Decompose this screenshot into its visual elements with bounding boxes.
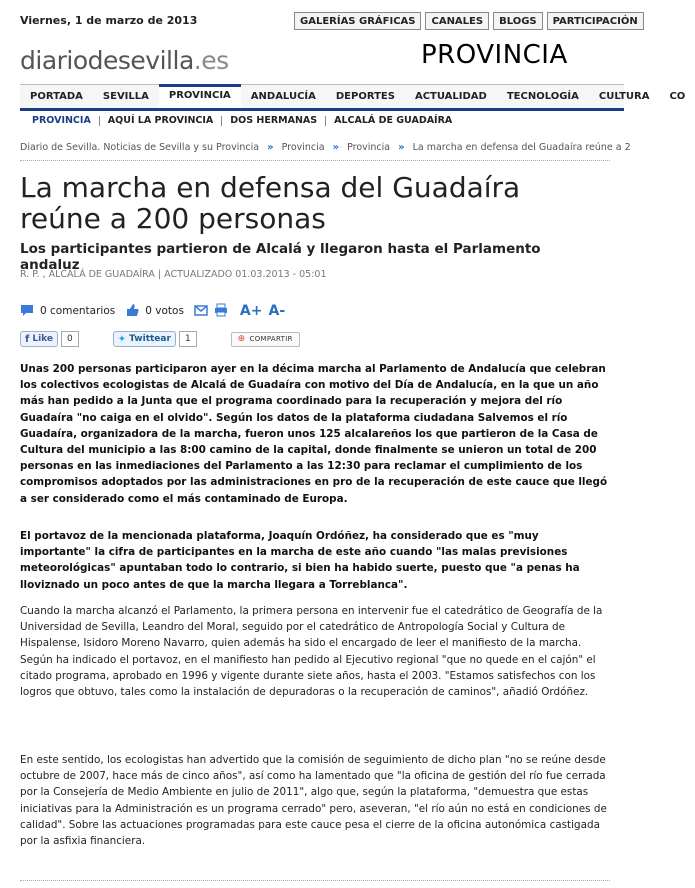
nav-tecnologia[interactable]: TECNOLOGÍA [506, 91, 579, 102]
nav-portada[interactable]: PORTADA [30, 91, 83, 102]
top-link-galerias[interactable]: GALERÍAS GRÁFICAS [294, 12, 421, 30]
breadcrumb-provincia-1[interactable]: Provincia [281, 141, 325, 153]
facebook-like-button[interactable] [20, 331, 58, 347]
tweet-label: Twittear [129, 334, 171, 344]
divider [20, 160, 610, 161]
top-links [294, 12, 648, 30]
nav-sevilla[interactable]: SEVILLA [102, 91, 149, 102]
article-subtitle: Los participantes partieron de Alcalá y llegaron hasta el Parlamento andaluz [20, 241, 541, 273]
article-tools [20, 301, 285, 321]
thumbs-up-icon[interactable] [125, 303, 145, 320]
article-body-paragraph-1: Cuando la marcha alcanzó el Parlamento, la primera persona en intervenir fue el catedrático de Geografía de la Universidad de Sevilla, Leandro del Moral, seguido por el catedrático de Antropología Social y Cultura de Hispalense, Isidoro Moreno Navarro, quien además ha sido el encargado de leer el manifiesto de la marcha. Según ha indicado el portavoz, en el manifiesto han pedido al Ejecutivo regional "que no quede en el cajón" el citado programa, aprobado en 1996 y vigente durante siete años, hasta el 2003. "Estamos satisfechos con los logros que obtuvo, tales como la instalación de depuradoras o la recuperación de caminos", añadió Ordóñez. [20, 605, 603, 699]
main-nav [20, 84, 686, 108]
section-title: PROVINCIA [421, 40, 568, 70]
logo-tld: .es [193, 46, 229, 75]
share-button[interactable] [231, 332, 300, 347]
twitter-bird-icon: ✦ [117, 333, 127, 345]
votes-count[interactable]: 0 votos [145, 305, 184, 317]
site-logo[interactable] [20, 46, 229, 75]
top-bar [0, 0, 638, 40]
nav-co-truncated[interactable]: CO [669, 91, 686, 102]
nav-cultura[interactable]: CULTURA [598, 91, 650, 102]
nav-andalucia[interactable]: ANDALUCÍA [250, 91, 316, 102]
breadcrumb-current: La marcha en defensa del Guadaíra reúne a 2 [412, 141, 631, 153]
nav-actualidad[interactable]: ACTUALIDAD [414, 91, 487, 102]
nav-provincia[interactable]: PROVINCIA [159, 84, 241, 108]
article-title: La marcha en defensa del Guadaíra reúne a 200 personas [20, 171, 521, 235]
article-byline: R. P. , ALCALÁ DE GUADAÍRA | ACTUALIZADO 01.03.2013 - 05:01 [20, 269, 327, 280]
double-chevron-icon: » [332, 141, 340, 153]
breadcrumb [20, 139, 631, 155]
share-label: COMPARTIR [249, 335, 293, 343]
subnav-alcala[interactable]: ALCALÁ DE GUADAÍRA [325, 116, 460, 126]
font-increase-button[interactable]: A+ [239, 303, 263, 319]
article-body-paragraph-2: En este sentido, los ecologistas han advertido que la comisión de seguimiento de dicho plan "no se reúne desde octubre de 2007, hace más de cinco años", así como ha lamentado que "la oficina de gestión del río fue cerrada por la Consejería de Medio Ambiente en julio de 2011", algo que, según la plataforma, "demuestra que estas iniciativas para la Administración es un programa cerrado" pero, aseveran, "el río aún no está en condiciones de calidad". Sobre las actuaciones programadas para este cauce pesa el cierre de la oficina autonómica castigada por la asfixia financiera. [20, 754, 607, 848]
double-chevron-icon: » [398, 141, 405, 153]
breadcrumb-home[interactable]: Diario de Sevilla. Noticias de Sevilla y su Provincia [20, 141, 260, 153]
tweet-count: 1 [179, 331, 197, 347]
article-lead-paragraph-1: Unas 200 personas participaron ayer en la décima marcha al Parlamento de Andalucía que celebran los colectivos ecologistas de Alcalá de Guadaíra con motivo del Día de Andalucía, en la que un año más han pedido a la Junta que el programa coordinado para la recuperación y mejora del río Guadaíra "no caiga en el olvido". Según los datos de la plataforma ciudadana Salvemos el río Guadaíra, organizadora de la marcha, fueron unos 125 alcalareños los que partieron de la Casa de Cultura del municipio a las 8:00 camino de la capital, donde finalmente se unieron un total de 200 personas en las inmediaciones del Parlamento a las 12:30 para reclamar el cumplimiento de los compromisos adoptados por las administraciones en pro de la recuperación de este cauce que llegó a ser considerado como el más contaminado de Europa. [20, 363, 608, 505]
subnav-aqui-la-provincia[interactable]: AQUÍ LA PROVINCIA [99, 116, 222, 126]
current-date: Viernes, 1 de marzo de 2013 [20, 14, 198, 27]
top-link-canales[interactable]: CANALES [425, 12, 489, 30]
like-label: Like [32, 334, 54, 344]
nav-deportes[interactable]: DEPORTES [335, 91, 395, 102]
speech-bubble-icon[interactable] [20, 303, 40, 320]
article-lead-paragraph-2: El portavoz de la mencionada plataforma, Joaquín Ordóñez, ha considerado que es "muy importante" la cifra de participantes en la marcha de este año cuando "las malas previsiones meteorológicas" apuntaban todo lo contrario, si bien ha habido suerte, puesto que "a penas ha lloviznado un poco antes de que la marcha llegara a Torreblanca". [20, 530, 580, 591]
breadcrumb-provincia-2[interactable]: Provincia [347, 141, 391, 153]
font-decrease-button[interactable]: A- [268, 303, 286, 319]
share-plus-icon: ⊕ [237, 334, 246, 344]
logo-name: diariodesevilla [20, 46, 194, 75]
divider [20, 880, 610, 881]
top-link-blogs[interactable]: BLOGS [493, 12, 543, 30]
like-count: 0 [61, 331, 79, 347]
subnav-dos-hermanas[interactable]: DOS HERMANAS [221, 116, 325, 126]
sub-nav [20, 108, 624, 130]
double-chevron-icon: » [267, 141, 274, 153]
comments-count[interactable]: 0 comentarios [40, 305, 116, 317]
top-link-participacion[interactable]: PARTICIPACIÓN [547, 12, 644, 30]
social-bar [20, 330, 300, 348]
printer-icon[interactable] [214, 303, 234, 320]
twitter-button[interactable] [113, 331, 176, 347]
facebook-icon: f [25, 333, 30, 345]
subnav-provincia[interactable]: PROVINCIA [32, 114, 91, 126]
envelope-icon[interactable] [194, 303, 214, 320]
